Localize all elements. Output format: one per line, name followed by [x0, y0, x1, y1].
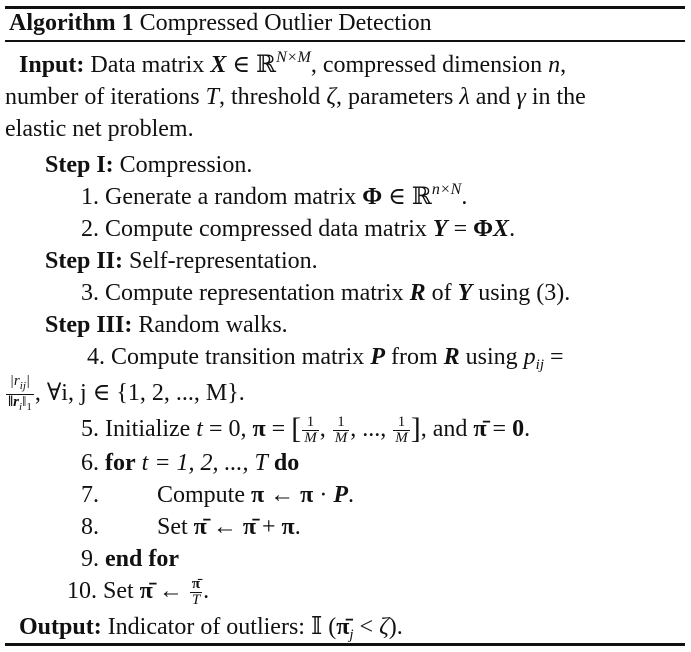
- algo-line-5: 5. Initialize t = 0, π = [ $\frac{1}{M}$ , $\frac{1}{M}$ , ..., $\frac{1}{M}$ ], and π̄ = 0.: [81, 412, 531, 446]
- line-text: Compute compressed data matrix: [105, 216, 427, 242]
- math-pi: π: [281, 514, 295, 540]
- algorithm-caption: [9, 8, 432, 38]
- algo-line-4-cont: [5, 374, 245, 415]
- line-number: 8.: [81, 514, 99, 540]
- math-bracket-close: ]: [410, 412, 421, 445]
- algo-line-10: 10. Set π̄ ← $\frac{\pī}{T}$ .: [67, 575, 210, 608]
- step-1-text: Compression.: [119, 152, 253, 178]
- algo-line-2: 2. Compute compressed data matrix Y = ΦX.: [81, 216, 516, 242]
- math-pibar: π̄: [139, 578, 153, 604]
- output-label: Output:: [19, 614, 102, 640]
- line-text: Set: [103, 578, 134, 604]
- line-number: 2.: [81, 216, 99, 242]
- math-T: T: [205, 84, 219, 110]
- line-number: 10.: [67, 578, 97, 604]
- line-text: , and: [420, 416, 468, 442]
- math-pi: π: [251, 482, 265, 508]
- math-pi: π: [252, 416, 266, 442]
- line-text: Generate a random matrix: [105, 184, 357, 210]
- line-number: 5.: [81, 416, 99, 442]
- step-2-text: Self-representation.: [129, 248, 318, 274]
- line-number: 3.: [81, 280, 99, 306]
- algo-line-1: 1. Generate a random matrix Φ ∈ ℝ$^{n\times N}$.: [81, 181, 468, 210]
- math-R: R: [443, 344, 460, 370]
- line-text: from: [390, 344, 438, 370]
- math-nxN: n×N: [431, 181, 462, 198]
- caption-rule: [5, 40, 685, 42]
- math-pibar: π̄: [336, 614, 350, 640]
- line-text: Initialize: [105, 416, 191, 442]
- input-text-c: number of iterations: [5, 84, 200, 110]
- step-3-text: Random walks.: [138, 312, 288, 338]
- math-R: R: [409, 280, 426, 306]
- output-line: Output: Indicator of outliers: 𝕀 $(\pī_j < \zeta)$.: [19, 614, 403, 643]
- line-text: of: [431, 280, 452, 306]
- line-text: using: [465, 344, 518, 370]
- line-text: Set: [157, 514, 188, 540]
- algo-line-3: [81, 278, 570, 308]
- line-number: 1.: [81, 184, 99, 210]
- algo-line-6: [81, 448, 299, 478]
- math-fraction-1-M: $\frac{1}{M}$: [395, 413, 408, 446]
- step-2-label: Step II:: [45, 248, 124, 274]
- input-line-1: Input: Data matrix X ∈ ℝ$^{N\times M}$, compressed dimension n,: [19, 49, 567, 78]
- input-text-f: and: [475, 84, 511, 110]
- step-3-heading: [45, 310, 288, 340]
- math-NxM: N×M: [276, 49, 311, 66]
- math-zeta: ζ: [379, 614, 389, 640]
- keyword-for: for: [105, 450, 136, 476]
- step-1-heading: [45, 150, 252, 180]
- keyword-do: do: [273, 450, 300, 476]
- math-Phi: Φ: [362, 184, 383, 210]
- line-text: Compute: [157, 482, 245, 508]
- math-pi: π: [300, 482, 314, 508]
- math-P: P: [370, 344, 385, 370]
- math-fraction-pibar-T: $\frac{\pī}{T}$: [191, 575, 201, 608]
- keyword-end-for: end for: [105, 546, 179, 572]
- math-pibar: π̄: [193, 514, 207, 540]
- line-number: 9.: [81, 546, 99, 572]
- algorithm-box: [5, 6, 685, 646]
- math-range: t = 1, 2, ..., T: [141, 450, 268, 476]
- line-text: using (3).: [478, 280, 571, 306]
- math-n: n: [548, 52, 561, 78]
- line-number: 7.: [81, 482, 99, 508]
- algo-line-9: [81, 544, 179, 574]
- math-P: P: [333, 482, 348, 508]
- math-Phi: Φ: [473, 216, 494, 242]
- math-bracket-open: [: [291, 412, 302, 445]
- math-gamma: γ: [516, 84, 526, 110]
- bottom-rule: [5, 643, 685, 646]
- algo-line-7: 7. Compute π ← π · P.: [81, 482, 354, 508]
- math-lambda: λ: [459, 84, 470, 110]
- step-3-label: Step III:: [45, 312, 133, 338]
- math-fraction-1-M: $\frac{1}{M}$: [304, 413, 317, 446]
- math-zeta: ζ: [326, 84, 337, 110]
- input-text-b: , compressed dimension: [310, 52, 543, 78]
- math-pibar: π̄: [473, 416, 487, 442]
- input-text-g: in the: [531, 84, 586, 110]
- input-line-2: [5, 82, 586, 112]
- step-2-heading: [45, 246, 318, 276]
- math-X: X: [493, 216, 510, 242]
- math-X: X: [210, 52, 227, 78]
- math-pij: $p_{ij}$: [523, 344, 545, 373]
- output-text: Indicator of outliers:: [107, 614, 305, 640]
- math-Y: Y: [432, 216, 448, 242]
- step-1-label: Step I:: [45, 152, 114, 178]
- math-t: t: [196, 416, 203, 442]
- math-zero: 0: [512, 416, 525, 442]
- line-text: , ∀i, j ∈ {1, 2, ..., M}.: [34, 380, 245, 407]
- line-text: Compute representation matrix: [105, 280, 404, 306]
- algo-line-4: 4. Compute transition matrix P from R using $p_{ij}$ =: [87, 344, 564, 373]
- input-text-a: Data matrix: [90, 52, 205, 78]
- input-line-3: [5, 114, 194, 144]
- math-fraction-1-M: $\frac{1}{M}$: [334, 413, 348, 446]
- input-text-d: , threshold: [218, 84, 321, 110]
- algo-line-8: 8. Set π̄ ← π̄ + π.: [81, 514, 301, 540]
- input-text-e: , parameters: [336, 84, 454, 110]
- line-number: 6.: [81, 450, 99, 476]
- caption-title: Compressed Outlier Detection: [139, 10, 432, 36]
- math-Y: Y: [457, 280, 473, 306]
- math-pibar: π̄: [242, 514, 256, 540]
- math-fraction-rij: $\frac{|r_{ij}|}{‖r_i‖_1}$: [8, 373, 32, 413]
- caption-label: Algorithm 1: [9, 10, 134, 36]
- input-text-h: elastic net problem.: [5, 116, 194, 142]
- input-label: Input:: [19, 52, 85, 78]
- line-text: Compute transition matrix: [111, 344, 365, 370]
- line-number: 4.: [87, 344, 105, 370]
